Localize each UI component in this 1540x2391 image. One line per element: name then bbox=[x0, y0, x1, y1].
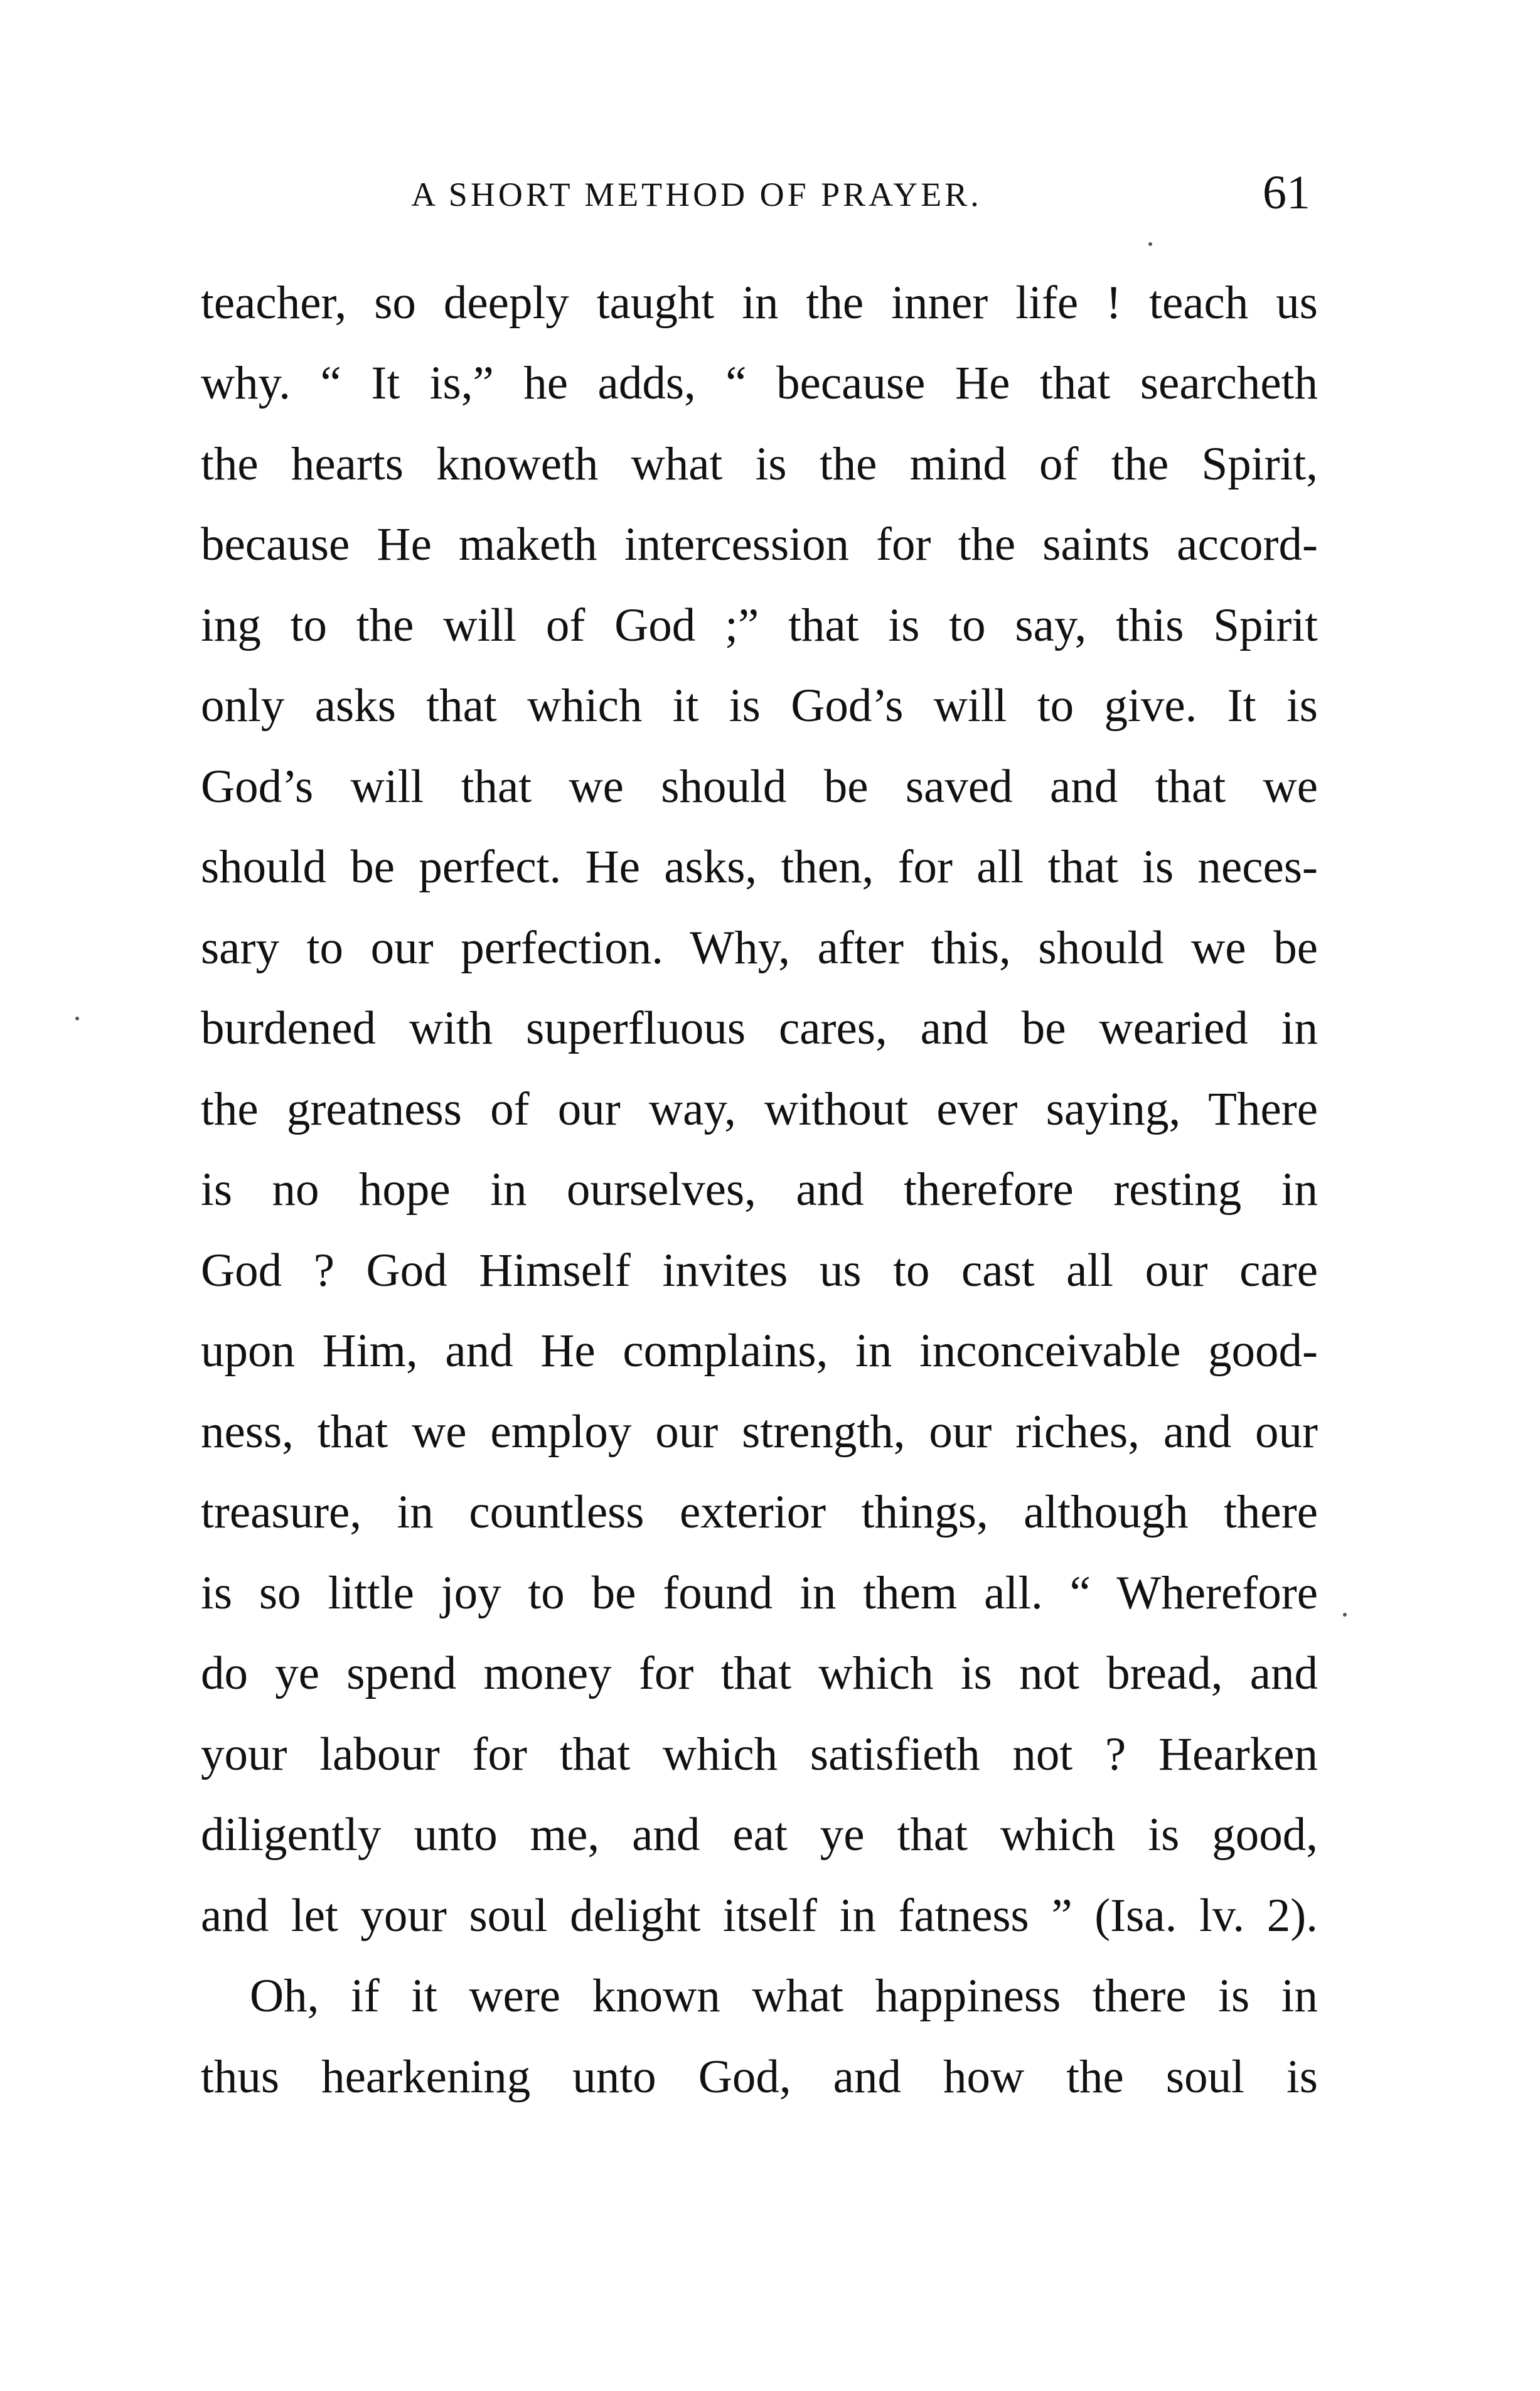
text-line: Oh, if it were known what happiness there is in bbox=[250, 1970, 1318, 2022]
text-line: only asks that which it is God’s will to give. It is bbox=[201, 680, 1318, 732]
text-line: upon Him, and He complains, in inconceivable good- bbox=[201, 1325, 1318, 1377]
text-line: thus hearkening unto God, and how the soul is bbox=[201, 2051, 1318, 2103]
text-line: ness, that we employ our strength, our riches, and our bbox=[201, 1406, 1318, 1458]
page-number: 61 bbox=[1263, 166, 1310, 219]
text-line: is so little joy to be found in them all. “ Wherefore bbox=[201, 1567, 1318, 1619]
text-line: treasure, in countless exterior things, although there bbox=[201, 1486, 1318, 1538]
running-title: A SHORT METHOD OF PRAYER. bbox=[411, 176, 982, 213]
text-line: because He maketh intercession for the saints accord- bbox=[201, 518, 1318, 570]
ink-speck bbox=[1343, 1613, 1347, 1617]
text-line: God ? God Himself invites us to cast all our care bbox=[201, 1244, 1318, 1297]
ink-speck bbox=[1148, 242, 1152, 246]
text-line: teacher, so deeply taught in the inner life ! teach us bbox=[201, 277, 1318, 329]
text-line: the greatness of our way, without ever saying, There bbox=[201, 1083, 1318, 1135]
ink-speck bbox=[75, 1017, 79, 1020]
text-line: sary to our perfection. Why, after this, should we be bbox=[201, 922, 1318, 974]
text-line: should be perfect. He asks, then, for all that is neces- bbox=[201, 841, 1318, 893]
text-line: do ye spend money for that which is not bread, and bbox=[201, 1647, 1318, 1699]
text-line: is no hope in ourselves, and therefore resting in bbox=[201, 1163, 1318, 1216]
text-line: God’s will that we should be saved and that we bbox=[201, 761, 1318, 813]
text-line: ing to the will of God ;” that is to say, this Spirit bbox=[201, 599, 1318, 651]
text-line: burdened with superfluous cares, and be wearied in bbox=[201, 1002, 1318, 1054]
text-line: and let your soul delight itself in fatness ” (Isa. lv. 2). bbox=[201, 1890, 1318, 1942]
text-line: diligently unto me, and eat ye that which is good, bbox=[201, 1809, 1318, 1861]
text-line: why. “ It is,” he adds, “ because He that searcheth bbox=[201, 357, 1318, 409]
text-line: your labour for that which satisfieth not ? Hearken bbox=[201, 1728, 1318, 1780]
running-head bbox=[201, 164, 1318, 221]
text-line: the hearts knoweth what is the mind of the Spirit, bbox=[201, 438, 1318, 490]
